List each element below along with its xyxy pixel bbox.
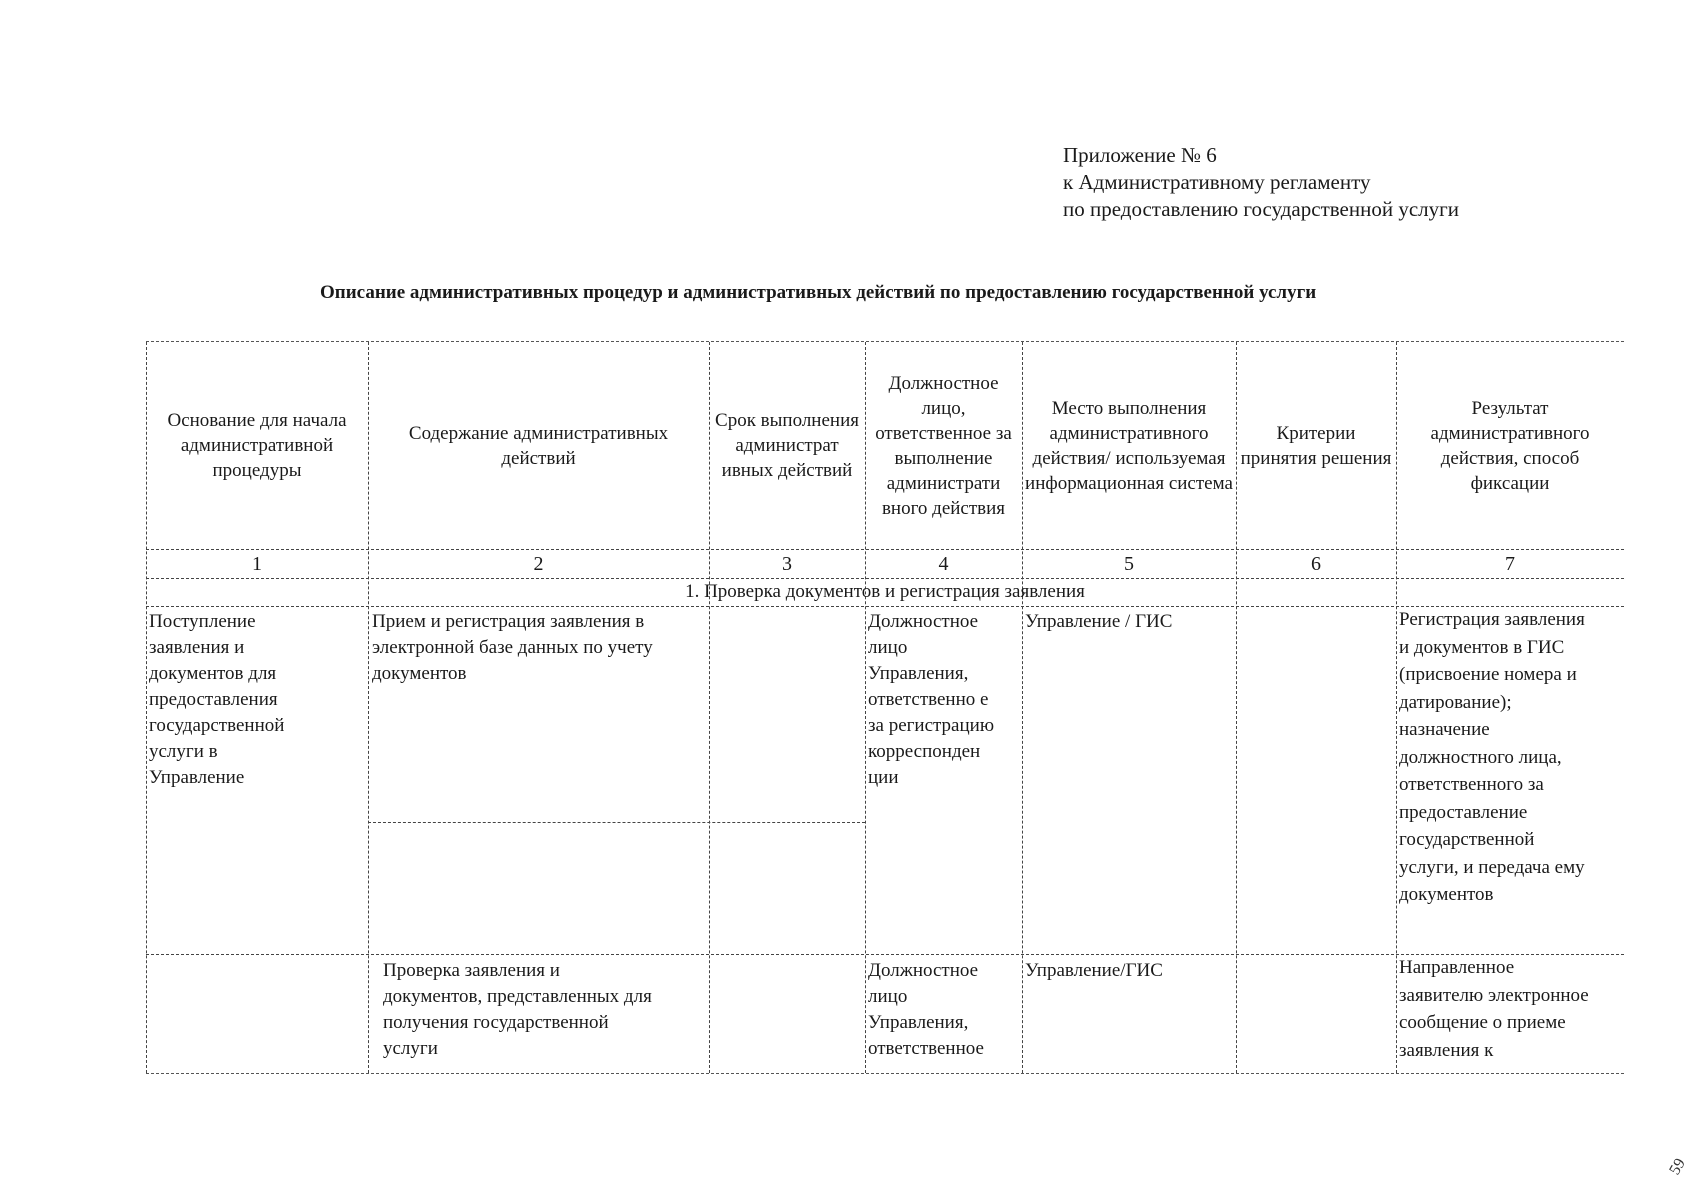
row-border [368,822,865,823]
header-basis: Основание для начала административной процедуры [167,410,347,481]
section-title: 1. Проверка документов и регистрация заявления [685,581,1085,602]
header-criteria: Критерии принятия решения [1240,422,1392,469]
column-number: 2 [533,553,544,575]
row1-content: Прием и регистрация заявления в электронной базе данных по учету документов [372,611,653,684]
row-border [146,549,1624,550]
column-number: 4 [938,553,949,575]
appendix-line-3: по предоставлению государственной услуги [1063,197,1459,221]
column-number: 1 [252,553,262,575]
row2-place: Управление/ГИС [1025,960,1163,981]
procedures-table [146,341,1624,1074]
row1-place: Управление / ГИС [1025,611,1173,632]
row1-basis: Поступление заявления и документов для предоставления государственной услуги в Управление [149,611,285,788]
column-number: 7 [1505,553,1515,575]
page-stamp: 59 [1666,1155,1689,1178]
row2-content: Проверка заявления и документов, представленных для получения государственной услуги [383,960,652,1059]
appendix-line-1: Приложение № 6 [1063,143,1217,167]
column-number: 5 [1124,553,1134,575]
document-title: Описание административных процедур и административных действий по предоставлению государственной услуги [320,282,1317,303]
header-official: Должностное лицо, ответственное за выполнение администрати вного действия [875,372,1012,519]
column-number: 3 [782,553,792,575]
row2-result: Направленное заявителю электронное сообщение о приеме заявления к [1399,957,1589,1061]
row1-official: Должностное лицо Управления, ответственно е за регистрацию корреспонден ции [868,611,995,788]
header-content: Содержание административных действий [408,422,669,469]
header-result: Результат административного действия, способ фиксации [1430,397,1590,494]
header-term: Срок выполнения администрат ивных действий [715,410,859,481]
row1-result: Регистрация заявления и документов в ГИС (присвоение номера и датирование); назначение должностного лица, ответственного за предоставление государственной услуги, и передача ему документов [1399,609,1585,905]
appendix-line-2: к Административному регламенту [1063,170,1371,194]
row2-official: Должностное лицо Управления, ответственное [868,960,984,1059]
column-number: 6 [1311,553,1321,575]
appendix-block [1063,142,1459,223]
header-place: Место выполнения административного действия/ используемая информационная система [1025,397,1233,494]
